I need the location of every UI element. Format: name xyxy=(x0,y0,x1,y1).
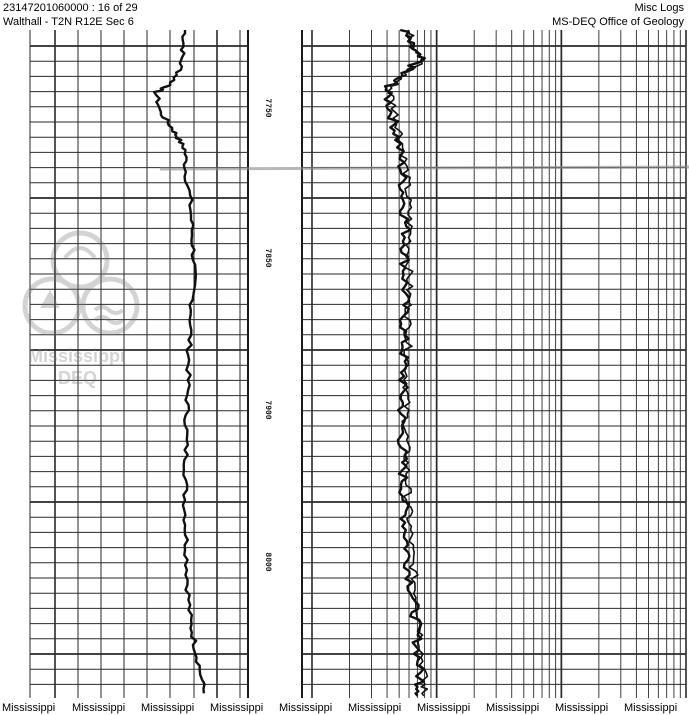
mississippi-deq-watermark xyxy=(20,228,150,398)
right-log-curve-primary xyxy=(385,30,424,696)
footer-label: Mississippi xyxy=(279,702,333,714)
footer-label: Mississippi xyxy=(2,702,56,714)
footer-watermark-strip xyxy=(0,700,689,715)
depth-label-7850: 7850 xyxy=(263,248,272,268)
depth-label-7900: 7900 xyxy=(263,400,272,420)
well-location: Walthall - T2N R12E Sec 6 xyxy=(3,16,134,28)
footer-label: Mississippi xyxy=(72,702,126,714)
depth-label-7750: 7750 xyxy=(263,98,272,118)
footer-label: Mississippi xyxy=(417,702,471,714)
footer-label: Mississippi xyxy=(624,702,678,714)
watermark-line1: Mississippi xyxy=(28,346,126,366)
depth-label-8000: 8000 xyxy=(263,552,272,572)
scan-streak xyxy=(160,167,689,169)
footer-label: Mississippi xyxy=(348,702,402,714)
log-category: Misc Logs xyxy=(634,2,684,14)
right-track-grid xyxy=(302,30,686,698)
footer-label: Mississippi xyxy=(141,702,195,714)
watermark-line2: DEQ xyxy=(58,368,98,388)
deq-logo-icon xyxy=(20,228,150,348)
footer-label: Mississippi xyxy=(486,702,540,714)
well-id-page-counter: 23147201060000 : 16 of 29 xyxy=(3,2,138,14)
left-log-curve xyxy=(154,30,204,693)
source-agency: MS-DEQ Office of Geology xyxy=(552,16,684,28)
footer-label: Mississippi xyxy=(210,702,264,714)
footer-label: Mississippi xyxy=(555,702,609,714)
